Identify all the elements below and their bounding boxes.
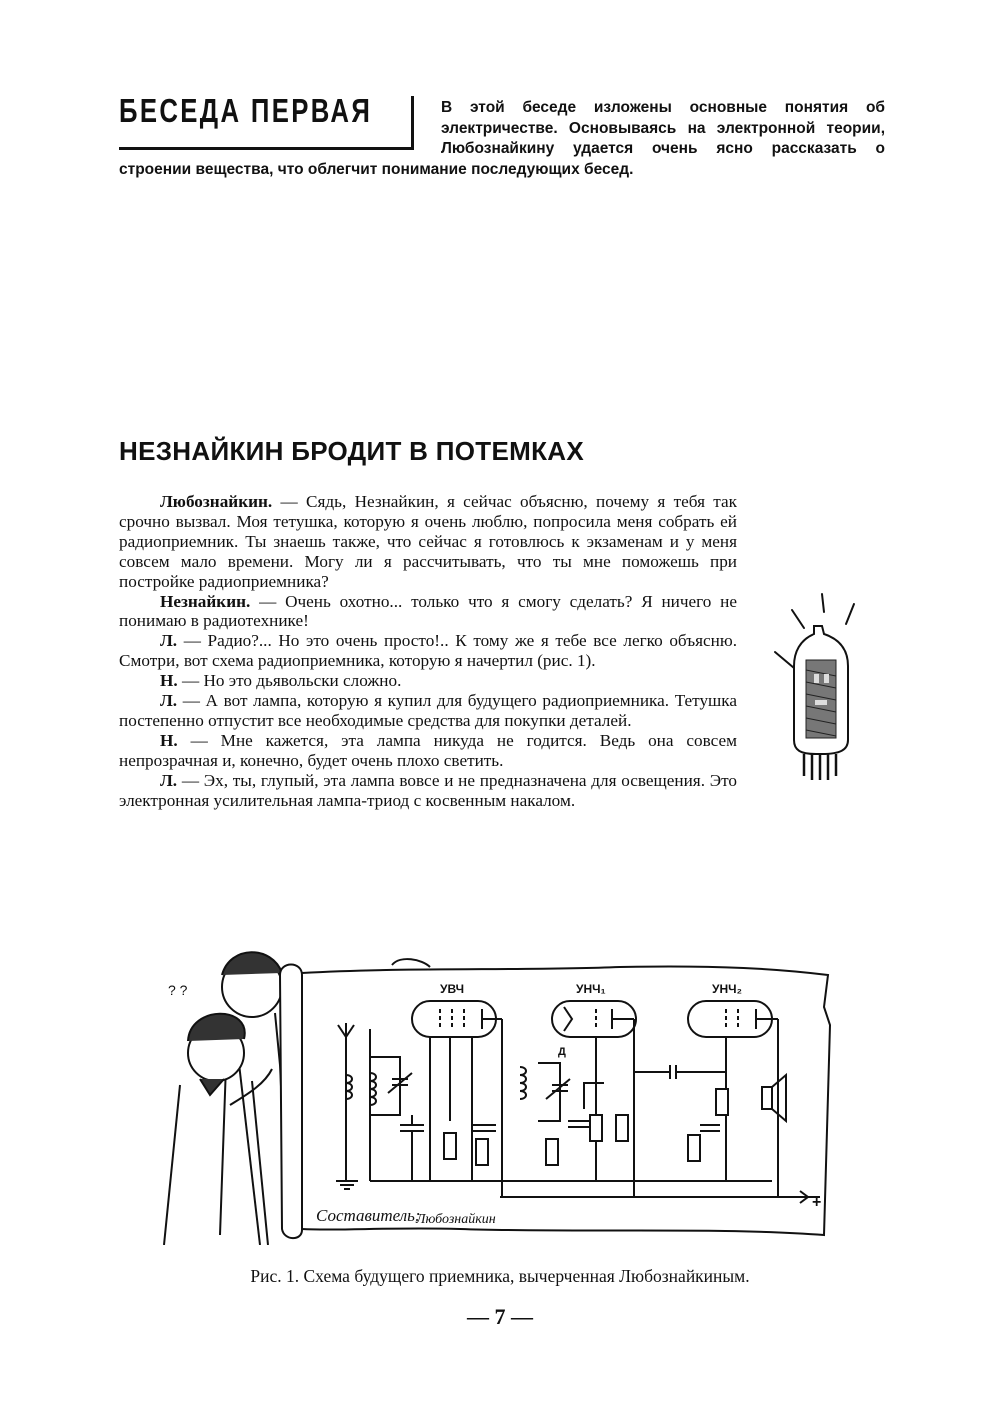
- dialogue-paragraph: [119, 731, 737, 771]
- dialogue-paragraph: [119, 771, 737, 811]
- speech-text: — Но это дьявольски сложно.: [177, 671, 402, 691]
- speech-text: — Сядь, Незнайкин, я сейчас объясню, почему я тебя так срочно вызвал. Моя тетушка, которую я очень люблю, попросила меня собрать ей радиоприемник. Ты знаешь также, что сейчас я готовлюсь к экзаменам и у меня совсем мало времени. Могу ли я рассчитывать, что ты мне поможешь при постройке радиоприемника?: [119, 492, 737, 591]
- chapter-title: БЕСЕДА ПЕРВАЯ: [119, 92, 373, 129]
- receiver-schematic-figure: [160, 945, 850, 1245]
- speech-text: — Эх, ты, глупый, эта лампа вовсе и не предназначена для освещения. Это электронная усилительная лампа-триод с косвенным накалом.: [119, 770, 737, 810]
- page-number: — 7 —: [467, 1304, 533, 1329]
- vacuum-tube-illustration: [770, 590, 870, 785]
- dialogue-paragraph: [119, 492, 737, 592]
- chapter-intro-text: В этой беседе изложены основные понятия об электричестве. Основываясь на электронной теории, Любознайкину удается очень ясно рассказать о строении вещества, что облегчит понимание последующих бесед.: [119, 99, 885, 178]
- signature-label: Составитель:: [316, 1206, 421, 1225]
- dialogue-paragraph: [119, 671, 737, 691]
- stage-label-uvch: УВЧ: [440, 982, 465, 996]
- speaker-label: Л.: [160, 691, 178, 711]
- stage-label-unch2: УНЧ₂: [712, 982, 742, 996]
- dialogue-paragraph: [119, 631, 737, 671]
- stage-label-unch1: УНЧ₁: [576, 982, 606, 996]
- dialogue: [119, 492, 737, 811]
- signature-name: Любознайкин: [416, 1212, 496, 1227]
- svg-text:? ?: ? ?: [168, 982, 188, 998]
- figure-caption: Рис. 1. Схема будущего приемника, вычерченная Любознайкиным.: [250, 1266, 750, 1286]
- chapter-intro: [119, 98, 885, 180]
- speech-text: — Радио?... Но это очень просто!.. К тому же я тебе все легко объясню. Смотри, вот схема радиоприемника, которую я начертил (рис. 1).: [119, 631, 737, 671]
- circuit-schematic: [336, 1001, 820, 1203]
- dialogue-paragraph: [119, 691, 737, 731]
- plus-label: +: [812, 1194, 822, 1211]
- speech-text: — А вот лампа, которую я купил для будущего радиоприемника. Тетушка постепенно отпустит все необходимые средства для покупки деталей.: [119, 691, 737, 730]
- speech-text: — Мне кажется, эта лампа никуда не годится. Ведь она совсем непрозрачная и, конечно, будет очень плохо светить.: [119, 730, 737, 770]
- speaker-label: Любознайкин.: [160, 492, 273, 511]
- speaker-label: Незнайкин.: [160, 591, 251, 611]
- speaker-label: Л.: [160, 770, 178, 790]
- detector-label: Д: [558, 1046, 566, 1058]
- speaker-label: Л.: [160, 631, 178, 651]
- characters-illustration: [164, 952, 288, 1245]
- speaker-label: Н.: [160, 730, 178, 750]
- speech-text: — Очень охотно... только что я смогу сделать? Я ничего не понимаю в радиотехнике!: [119, 591, 737, 631]
- speaker-label: Н.: [160, 671, 178, 691]
- dialogue-paragraph: [119, 592, 737, 632]
- section-title: НЕЗНАЙКИН БРОДИТ В ПОТЕМКАХ: [119, 436, 584, 466]
